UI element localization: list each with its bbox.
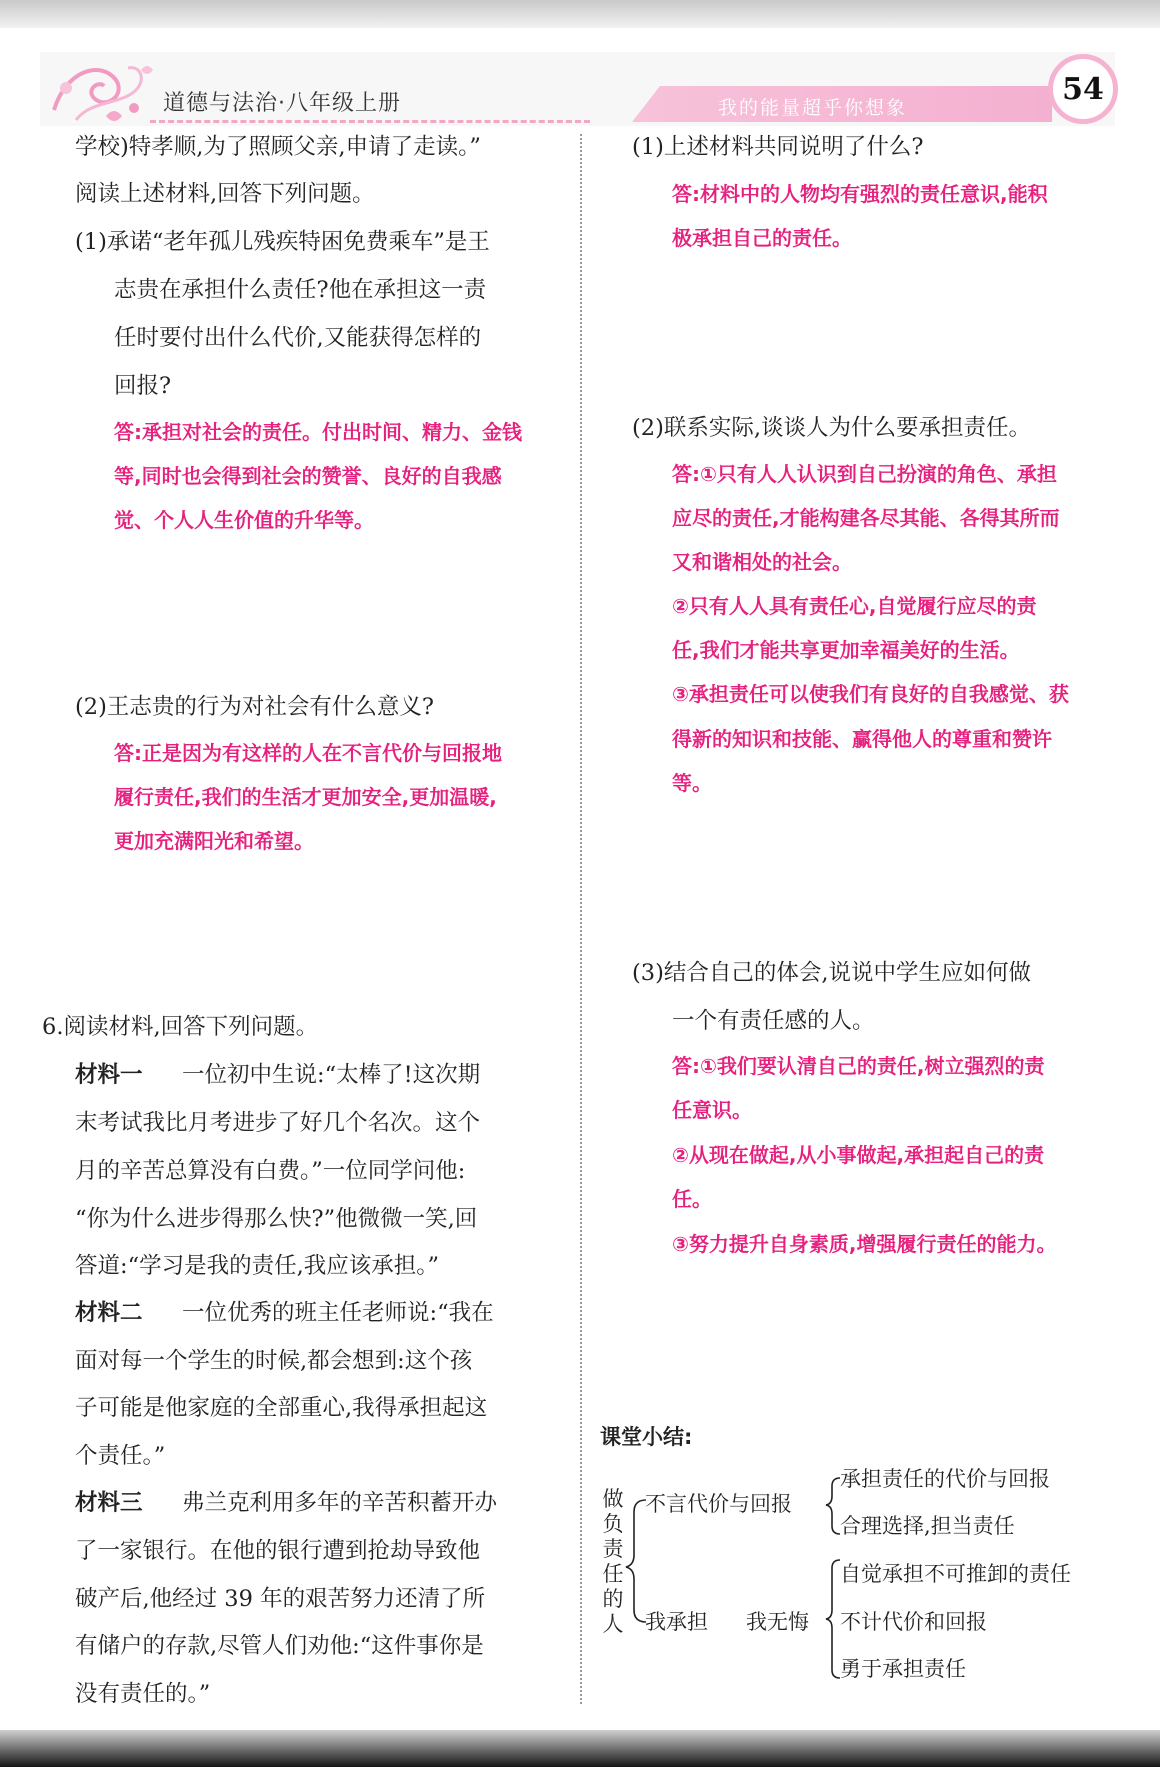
summary-leaf: 自觉承担不可推卸的责任 <box>840 1562 1071 1586</box>
summary-branch-1: 不言代价与回报 <box>645 1492 792 1516</box>
question-line: (2)联系实际,谈谈人为什么要承担责任。 <box>632 415 1032 441</box>
material-line: 一位优秀的班主任老师说:“我在 <box>182 1300 494 1326</box>
answer-line: 任意识。 <box>672 1098 752 1122</box>
bottom-edge <box>0 1730 1160 1767</box>
answer-line: 应尽的责任,才能构建各尽其能、各得其所而 <box>672 506 1060 530</box>
question-line: 任时要付出什么代价,又能获得怎样的 <box>114 325 482 351</box>
answer-line: 极承担自己的责任。 <box>672 226 852 250</box>
question-line: (1)上述材料共同说明了什么? <box>632 134 924 160</box>
material-continuation: 学校)特孝顺,为了照顾父亲,申请了走读。” <box>75 134 481 160</box>
question-line: (1)承诺“老年孤儿残疾特困免费乘车”是王 <box>75 229 490 255</box>
summary-root-char: 的 <box>602 1587 624 1611</box>
material-line: 弗兰克利用多年的辛苦积蓄开办 <box>182 1490 498 1516</box>
summary-leaf: 承担责任的代价与回报 <box>840 1467 1050 1491</box>
question-line: (2)王志贵的行为对社会有什么意义? <box>75 694 434 720</box>
book-title: 道德与法治·八年级上册 <box>163 91 401 116</box>
summary-root-char: 人 <box>602 1612 624 1636</box>
answer-line: 等。 <box>672 771 712 795</box>
answer-line: 更加充满阳光和希望。 <box>114 829 314 853</box>
answer-line: 答:承担对社会的责任。付出时间、精力、金钱 <box>114 420 522 444</box>
question-line: 一个有责任感的人。 <box>672 1008 875 1034</box>
answer-line: 答:材料中的人物均有强烈的责任意识,能积 <box>672 182 1048 206</box>
summary-branch-2a: 我承担 <box>645 1610 708 1634</box>
summary-leaf: 不计代价和回报 <box>840 1610 987 1634</box>
material-label: 材料一 <box>75 1062 143 1088</box>
answer-line: 答:正是因为有这样的人在不言代价与回报地 <box>114 741 502 765</box>
answer-line: ③承担责任可以使我们有良好的自我感觉、获 <box>672 682 1069 706</box>
summary-root-char: 做 <box>602 1487 624 1511</box>
root-brace <box>626 1500 646 1622</box>
material-label: 材料二 <box>75 1300 143 1326</box>
summary-root-char: 责 <box>602 1537 624 1561</box>
answer-line: 任。 <box>672 1187 712 1211</box>
answer-line: 得新的知识和技能、赢得他人的尊重和赞许 <box>672 727 1052 751</box>
summary-leaf: 合理选择,担当责任 <box>840 1514 1015 1538</box>
question-line: 志贵在承担什么责任?他在承担这一责 <box>114 277 487 303</box>
answer-line: 觉、个人人生价值的升华等。 <box>114 508 374 532</box>
answer-line: 等,同时也会得到社会的赞誉、良好的自我感 <box>114 464 502 488</box>
branch2-brace <box>826 1560 840 1678</box>
summary-leaf: 勇于承担责任 <box>840 1657 966 1681</box>
summary-title: 课堂小结: <box>600 1425 693 1449</box>
summary-root-char: 负 <box>602 1512 624 1536</box>
slogan-text: 我的能量超乎你想象 <box>718 97 908 119</box>
material-line: “你为什么进步得那么快?”他微微一笑,回 <box>75 1206 478 1232</box>
material-line: 个责任。” <box>75 1443 166 1469</box>
answer-line: 任,我们才能共享更加幸福美好的生活。 <box>672 638 1020 662</box>
answer-line: 答:①我们要认清自己的责任,树立强烈的责 <box>672 1054 1045 1078</box>
question-line: 回报? <box>114 373 172 399</box>
answer-line: ②只有人人具有责任心,自觉履行应尽的责 <box>672 594 1037 618</box>
material-label: 材料三 <box>75 1490 143 1516</box>
question-line: (3)结合自己的体会,说说中学生应如何做 <box>632 960 1032 986</box>
material-line: 月的辛苦总算没有白费。”一位同学问他: <box>75 1158 466 1184</box>
material-line: 面对每一个学生的时候,都会想到:这个孩 <box>75 1348 473 1374</box>
material-line: 答道:“学习是我的责任,我应该承担。” <box>75 1253 439 1279</box>
answer-line: 答:①只有人人认识到自己扮演的角色、承担 <box>672 462 1057 486</box>
material-line: 末考试我比月考进步了好几个名次。这个 <box>75 1110 481 1136</box>
instruction-text: 阅读上述材料,回答下列问题。 <box>75 181 375 207</box>
material-line: 破产后,他经过 39 年的艰苦努力还清了所 <box>75 1586 486 1612</box>
question-6-heading: 6.阅读材料,回答下列问题。 <box>42 1014 319 1040</box>
answer-line: 又和谐相处的社会。 <box>672 550 852 574</box>
material-line: 了一家银行。在他的银行遭到抢劫导致他 <box>75 1538 481 1564</box>
summary-root-char: 任 <box>602 1562 624 1586</box>
page-number: 54 <box>1062 71 1104 107</box>
branch1-brace <box>826 1478 840 1534</box>
summary-branch-2b: 我无悔 <box>746 1610 809 1634</box>
material-line: 有储户的存款,尽管人们劝他:“这件事你是 <box>75 1633 484 1659</box>
answer-line: ②从现在做起,从小事做起,承担起自己的责 <box>672 1143 1045 1167</box>
material-line: 没有责任的。” <box>75 1681 211 1707</box>
material-line: 子可能是他家庭的全部重心,我得承担起这 <box>75 1395 488 1421</box>
answer-line: 履行责任,我们的生活才更加安全,更加温暖, <box>114 785 497 809</box>
answer-line: ③努力提升自身素质,增强履行责任的能力。 <box>672 1232 1057 1256</box>
material-line: 一位初中生说:“太棒了!这次期 <box>182 1062 481 1088</box>
